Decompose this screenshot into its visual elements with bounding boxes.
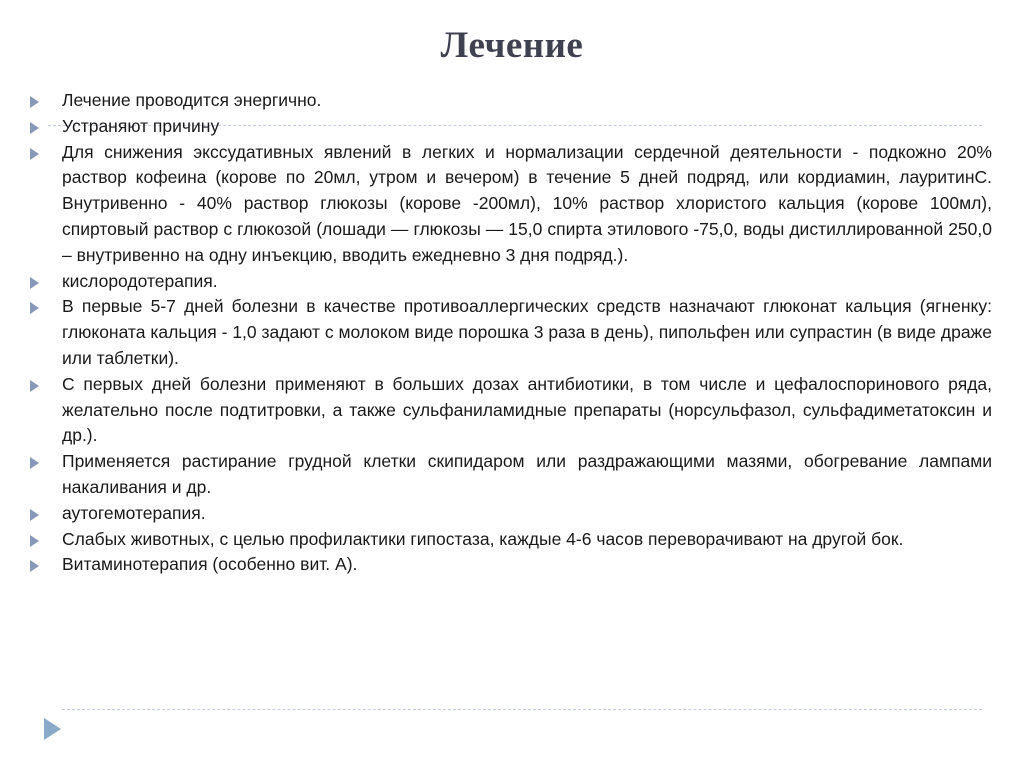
list-item-text: Устраняют причину xyxy=(62,115,220,136)
triangle-right-icon xyxy=(30,122,39,134)
list-item-text: В первые 5-7 дней болезни в качестве противоаллергических средств назначают глюконат кальция (ягненку: глюконата кальция - 1,0 задают с молоком виде порошка 3 раза в день), пипольфен или супрастин (в виде драже или таблетки). xyxy=(62,296,997,368)
list-item-text: С первых дней болезни применяют в больших дозах антибиотики, в том числе и цефалоспоринового ряда, желательно после подтитровки, а также сульфаниламидные препараты (норсульфазол, сульфадиметатоксин и др.). xyxy=(62,373,997,446)
page-title: Лечение xyxy=(440,25,584,66)
list-item-text: Слабых животных, с целью профилактики гипостаза, каждые 4-6 часов переворачивают на другой бок. xyxy=(62,528,904,549)
list-item[interactable] xyxy=(0,114,1024,140)
triangle-right-icon xyxy=(30,535,39,547)
list-item-text: Витаминотерапия (особенно вит. А). xyxy=(62,554,358,575)
list-item-text: аутогемотерапия. xyxy=(62,502,206,523)
triangle-right-icon xyxy=(30,148,39,160)
list-item-text: Применяется растирание грудной клетки скипидаром или раздражающими мазями, обогревание лампами накаливания и др. xyxy=(62,451,997,497)
list-item[interactable] xyxy=(0,527,1024,553)
triangle-right-icon xyxy=(30,302,39,314)
list-item[interactable] xyxy=(0,269,1024,295)
triangle-right-icon xyxy=(30,457,39,469)
triangle-right-icon xyxy=(30,277,39,289)
list-item-text: Лечение проводится энергично. xyxy=(62,90,322,110)
list-item[interactable] xyxy=(0,552,1024,578)
list-item[interactable] xyxy=(0,140,1024,269)
list-item[interactable] xyxy=(0,88,1024,114)
list-item-text: Для снижения экссудативных явлений в легких и нормализации сердечной деятельности - подкожно 20% раствор кофеина (корове по 20мл, утром и вечером) в течение 5 дней подряд, или кордиамин, лауритинС. Внутривенно - 40% раствор глюкозы (корове -200мл), 10% раствор хлористого кальция (корове 100мл), спиртовый раствор с глюкозой (лошади — глюкозы — 15,0 спирта этилового -75,0, воды дистиллированной 250,0 – внутривенно на одну инъекцию, вводить ежедневно 3 дня подряд.). xyxy=(62,141,997,265)
triangle-right-icon xyxy=(30,509,39,521)
list-item[interactable] xyxy=(0,501,1024,527)
bullet-list xyxy=(0,88,1024,578)
dotted-separator-bottom xyxy=(62,709,982,710)
triangle-right-icon xyxy=(30,560,39,572)
list-item[interactable] xyxy=(0,449,1024,501)
triangle-right-icon xyxy=(30,96,39,108)
list-item[interactable] xyxy=(0,294,1024,371)
list-item[interactable] xyxy=(0,372,1024,449)
triangle-right-large-icon[interactable] xyxy=(44,718,61,740)
triangle-right-icon xyxy=(30,380,39,392)
list-item-text: кислородотерапия. xyxy=(62,270,218,291)
